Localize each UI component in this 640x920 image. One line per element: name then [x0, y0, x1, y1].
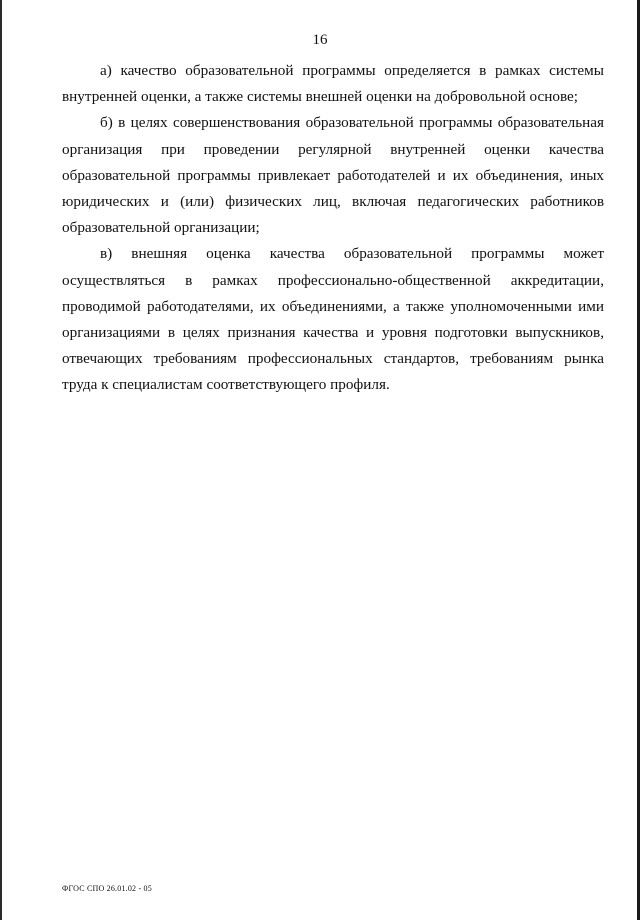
footer-document-code: ФГОС СПО 26.01.02 - 05	[62, 884, 152, 893]
paragraph-c: в) внешняя оценка качества образовательной программы может осуществляться в рамках профессионально-общественной аккредитации, проводимой работодателями, их объединениями, а также уполномоченными ими организациями в целях признания качества и уровня подготовки выпускников, отвечающих требованиям профессиональных стандартов, требованиям рынка труда к специалистам соответствующего профиля.	[62, 245, 604, 394]
paragraph-a: а) качество образовательной программы определяется в рамках системы внутренней оценки, а также системы внешней оценки на добровольной основе;	[62, 62, 604, 106]
paragraph-b: б) в целях совершенствования образовательной программы образовательная организация при проведении регулярной внутренней оценки качества образовательной программы привлекает работодателей и их объединения, иных юридических и (или) физических лиц, включая педагогических работников образовательной организации;	[62, 114, 604, 237]
page-number: 16	[312, 32, 328, 48]
body-text	[62, 58, 604, 399]
scan-edge-left	[0, 0, 2, 920]
